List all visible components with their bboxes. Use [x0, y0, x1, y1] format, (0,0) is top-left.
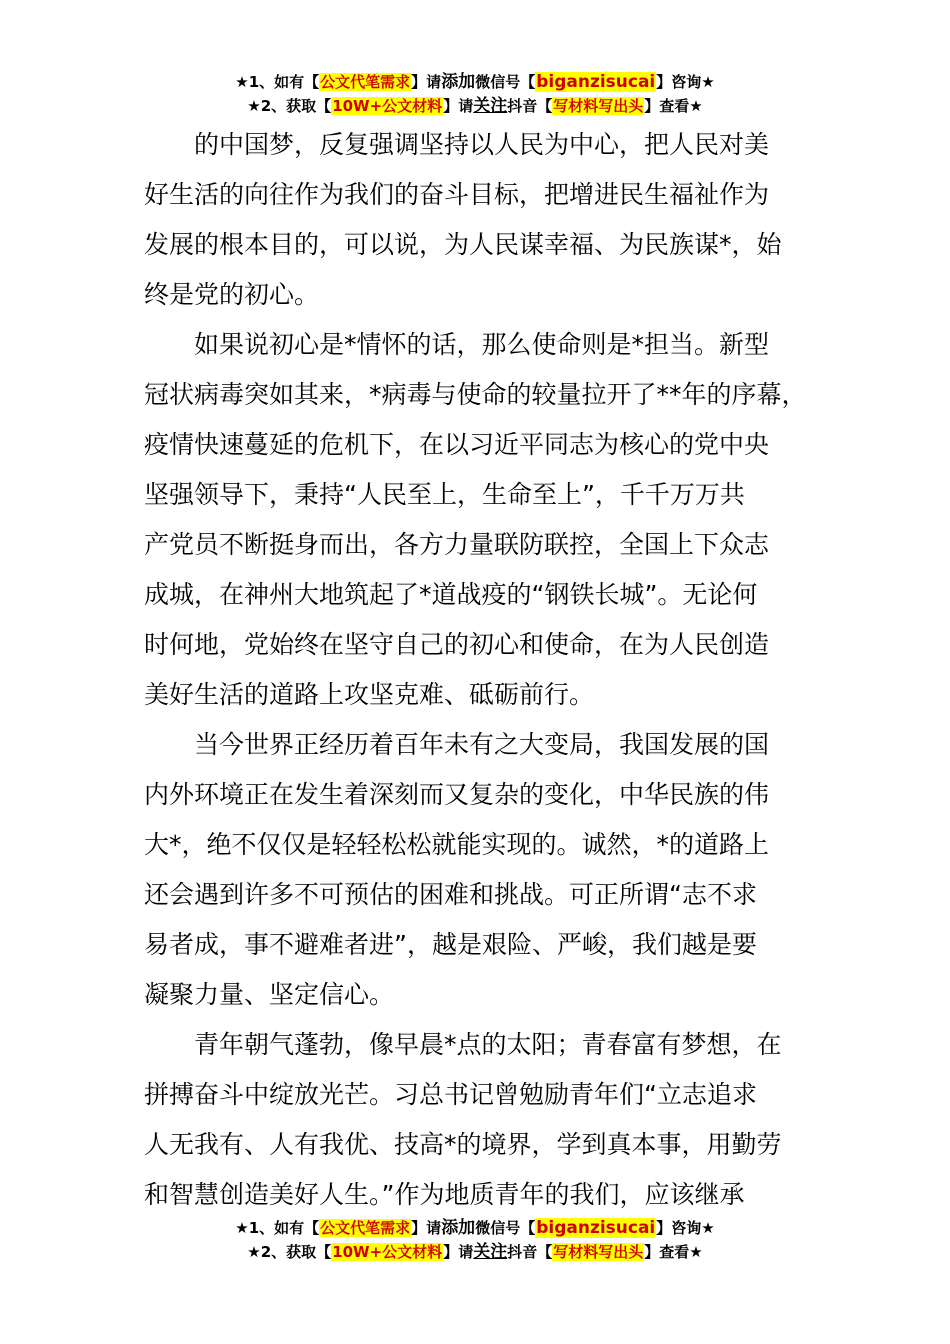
body-line: 拼搏奋斗中绽放光芒。习总书记曾勉励青年们“立志追求	[144, 1080, 757, 1109]
body-line: 时何地，党始终在坚守自己的初心和使命，在为人民创造	[144, 630, 770, 659]
body-line: 冠状病毒突如其来，*病毒与使命的较量拉开了**年的序幕，	[144, 380, 807, 409]
banner-highlight: 10W+公文材料	[332, 1243, 443, 1261]
body-line: 内外环境正在发生着深刻而又复杂的变化，中华民族的伟	[144, 780, 770, 809]
footer-banner	[0, 1216, 950, 1264]
body-line: 好生活的向往作为我们的奋斗目标，把增进民生福祉作为	[144, 180, 770, 209]
document-body	[144, 120, 814, 1220]
douyin-id-highlight: 写材料写出头	[553, 97, 644, 115]
banner-highlight: 公文代笔需求	[320, 1219, 411, 1237]
body-line: 青年朝气蓬勃，像早晨*点的太阳；青春富有梦想，在	[194, 1030, 782, 1059]
body-line: 产党员不断挺身而出，各方力量联防联控，全国上下众志	[144, 530, 770, 559]
body-line: 凝聚力量、坚定信心。	[144, 980, 395, 1009]
body-line: 和智慧创造美好人生。”作为地质青年的我们，应该继承	[144, 1180, 745, 1209]
body-line: 终是党的初心。	[144, 280, 320, 309]
wechat-id-highlight: biganzisucai	[536, 72, 656, 92]
banner-line-2: ★2、获取【10W+公文材料】请关注抖音【写材料写出头】查看★	[247, 96, 703, 116]
body-line: 易者成，事不避难者进”，越是艰险、严峻，我们越是要	[144, 930, 757, 959]
body-line: 美好生活的道路上攻坚克难、砥砺前行。	[144, 680, 595, 709]
body-line: 成城，在神州大地筑起了*道战疫的“钢铁长城”。无论何	[144, 580, 758, 609]
body-line: 如果说初心是*情怀的话，那么使命则是*担当。新型	[194, 330, 770, 359]
banner-highlight: 10W+公文材料	[332, 97, 443, 115]
banner-line-1: ★1、如有【公文代笔需求】请添加微信号【biganzisucai】咨询★	[235, 72, 715, 92]
douyin-id-highlight: 写材料写出头	[553, 1243, 644, 1261]
banner-highlight: 公文代笔需求	[320, 73, 411, 91]
body-line: 疫情快速蔓延的危机下，在以习近平同志为核心的党中央	[144, 430, 770, 459]
body-line: 的中国梦，反复强调坚持以人民为中心，把人民对美	[194, 130, 770, 159]
body-line: 发展的根本目的，可以说，为人民谋幸福、为民族谋*，始	[144, 230, 782, 259]
banner-line-1: ★1、如有【公文代笔需求】请添加微信号【biganzisucai】咨询★	[235, 1218, 715, 1238]
body-line: 人无我有、人有我优、技高*的境界，学到真本事，用勤劳	[144, 1130, 782, 1159]
body-line: 坚强领导下，秉持“人民至上，生命至上”，千千万万共	[144, 480, 745, 509]
body-line: 当今世界正经历着百年未有之大变局，我国发展的国	[194, 730, 770, 759]
body-line: 还会遇到许多不可预估的困难和挑战。可正所谓“志不求	[144, 880, 757, 909]
header-banner	[0, 70, 950, 118]
banner-line-2: ★2、获取【10W+公文材料】请关注抖音【写材料写出头】查看★	[247, 1242, 703, 1262]
body-line: 大*，绝不仅仅是轻轻松松就能实现的。诚然，*的道路上	[144, 830, 770, 859]
wechat-id-highlight: biganzisucai	[536, 1218, 656, 1238]
